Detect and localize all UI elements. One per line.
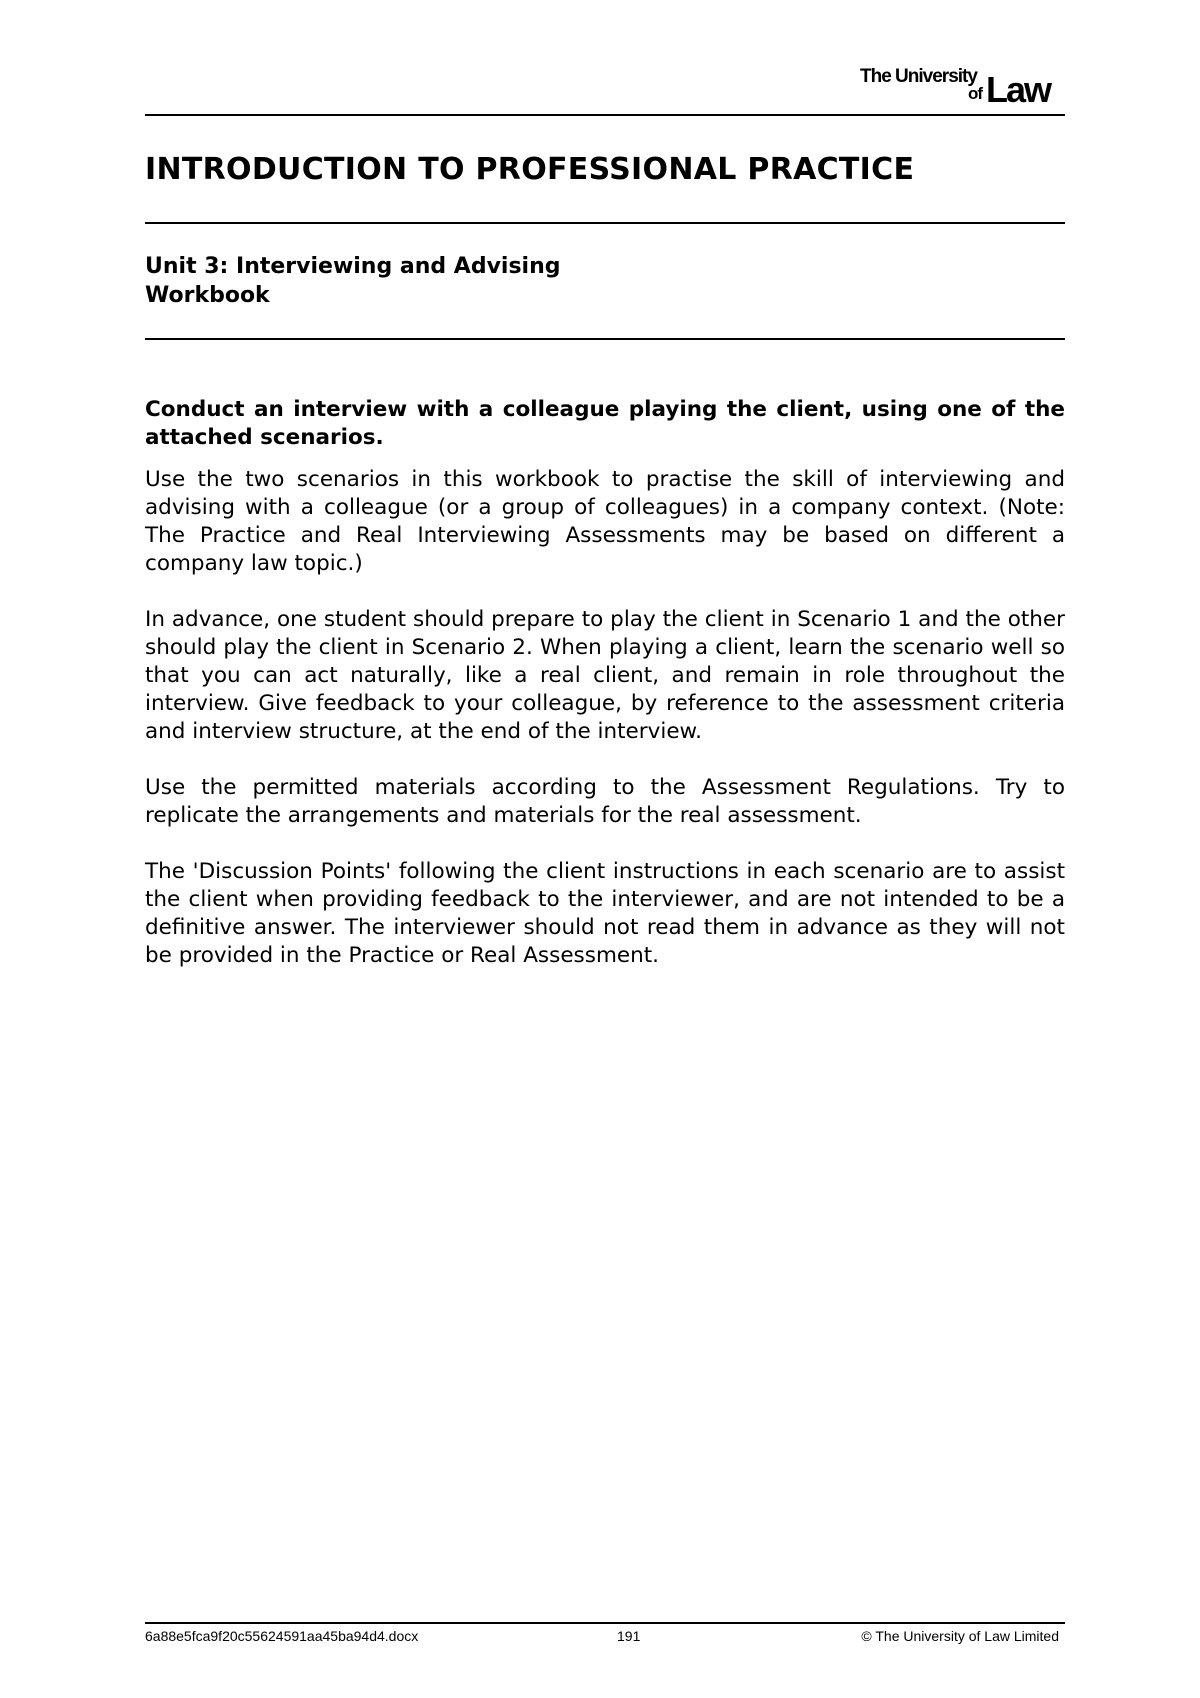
paragraph: Use the permitted materials according to the Assessment Regulations. Try to replicate the arrangements and materials for the real assessment. <box>145 775 1065 828</box>
body-text <box>145 396 1065 998</box>
page-footer <box>145 1628 1065 1648</box>
unit-divider <box>145 338 1065 340</box>
logo-line-university: The University <box>860 66 977 87</box>
title-divider <box>145 222 1065 224</box>
unit-heading-line2: Workbook <box>145 283 270 308</box>
footer-divider <box>145 1622 1065 1624</box>
paragraph: The 'Discussion Points' following the client instructions in each scenario are to assist the client when providing feedback to the interviewer, and are not intended to be a definitive answer. The interviewer should not read them in advance as they will not be provided in the Practice or Real Assessment. <box>145 859 1065 968</box>
header-divider <box>145 114 1065 116</box>
paragraph: Use the two scenarios in this workbook to practise the skill of interviewing and advising with a colleague (or a group of colleagues) in a company context. (Note: The Practice and Real Interviewing Assessments may be based on different a company law topic.) <box>145 467 1065 576</box>
unit-heading <box>145 252 561 310</box>
paragraph: In advance, one student should prepare to play the client in Scenario 1 and the other should play the client in Scenario 2. When playing a client, learn the scenario well so that you can act naturally, like a real client, and remain in role throughout the interview. Give feedback to your colleague, by reference to the assessment criteria and interview structure, at the end of the interview. <box>145 607 1065 744</box>
footer-copyright: © The University of Law Limited <box>861 1628 1059 1644</box>
footer-page-number: 191 <box>617 1628 641 1644</box>
unit-heading-line1: Unit 3: Interviewing and Advising <box>145 254 561 279</box>
document-title: INTRODUCTION TO PROFESSIONAL PRACTICE <box>145 152 915 187</box>
university-logo <box>860 62 1066 110</box>
logo-line-law: Law <box>986 69 1051 110</box>
intro-paragraph: Conduct an interview with a colleague playing the client, using one of the attached scenarios. <box>145 397 1065 450</box>
logo-line-of: of <box>968 84 983 103</box>
footer-filename: 6a88e5fca9f20c55624591aa45ba94d4.docx <box>145 1628 419 1644</box>
